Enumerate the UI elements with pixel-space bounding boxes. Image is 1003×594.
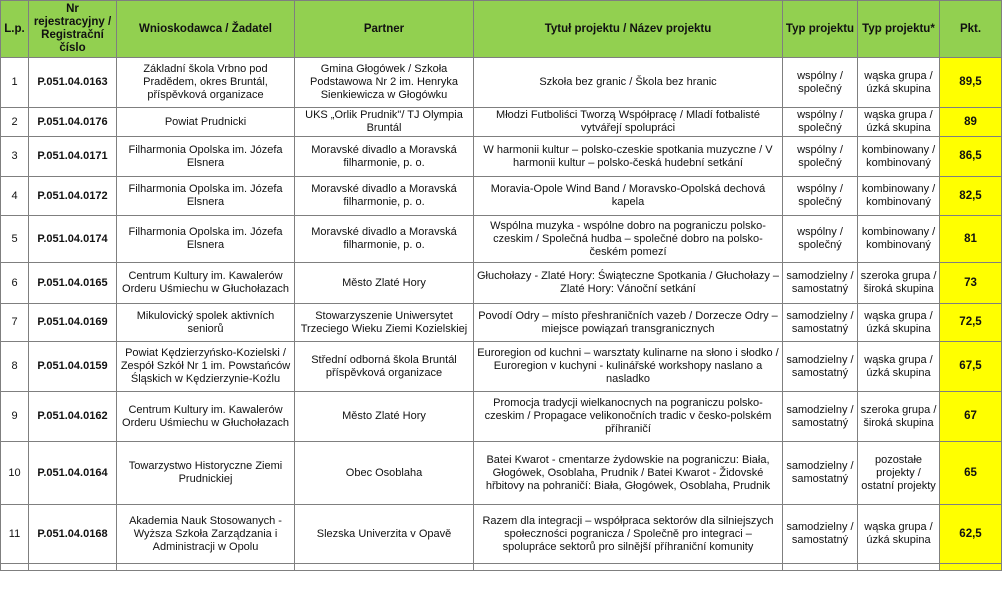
table-row xyxy=(1,263,1002,304)
cell-project-type-group: pozostałe projekty / ostatní projekty xyxy=(858,442,940,505)
cell-registration-number: P.051.04.0176 xyxy=(29,108,117,137)
cell-partner: Moravské divadlo a Moravská filharmonie, p. o. xyxy=(295,137,474,177)
cell-partner: Stowarzyszenie Uniwersytet Trzeciego Wieku Ziemi Kozielskiej xyxy=(295,304,474,342)
cell-project-title: Młodzi Futboliści Tworzą Współpracę / Mladí fotbalisté vytvářejí spolupráci xyxy=(474,108,783,137)
cell-project-type: samodzielny / samostatný xyxy=(783,304,858,342)
cell-lp: 8 xyxy=(1,342,29,392)
cell-project-type: samodzielny / samostatný xyxy=(783,263,858,304)
cell-empty xyxy=(858,564,940,571)
cell-partner: Město Zlaté Hory xyxy=(295,263,474,304)
cell-applicant: Powiat Kędzierzyńsko-Kozielski / Zespół Szkół Nr 1 im. Powstańców Śląskich w Kędzierzynie-Koźlu xyxy=(117,342,295,392)
cell-lp: 9 xyxy=(1,392,29,442)
cell-project-type: wspólny / společný xyxy=(783,216,858,263)
cell-lp: 4 xyxy=(1,177,29,216)
header-project-type-group: Typ projektu* xyxy=(858,1,940,58)
cell-project-title: Euroregion od kuchni – warsztaty kulinarne na słono i słodko / Euroregion v kuchyni - kulinářské workshopy naslano a nasladko xyxy=(474,342,783,392)
cell-lp: 11 xyxy=(1,505,29,564)
cell-partner: Město Zlaté Hory xyxy=(295,392,474,442)
cell-project-title: Wspólna muzyka - wspólne dobro na pograniczu polsko-czeskim / Společná hudba – společné dobro na polsko-českém pomezí xyxy=(474,216,783,263)
cell-project-type: samodzielny / samostatný xyxy=(783,442,858,505)
cell-project-type-group: wąska grupa / úzká skupina xyxy=(858,342,940,392)
cell-empty xyxy=(474,564,783,571)
cell-project-type-group: kombinowany / kombinovaný xyxy=(858,177,940,216)
cell-points: 89 xyxy=(940,108,1002,137)
cell-applicant: Centrum Kultury im. Kawalerów Orderu Uśmiechu w Głuchołazach xyxy=(117,263,295,304)
cell-empty xyxy=(1,564,29,571)
table-row xyxy=(1,216,1002,263)
table-row xyxy=(1,442,1002,505)
table-row-partial xyxy=(1,564,1002,571)
cell-points: 67 xyxy=(940,392,1002,442)
cell-project-title: Batei Kwarot - cmentarze żydowskie na pograniczu: Biała, Głogówek, Osoblaha, Prudnik / Batei Kwarot - Židovské hřbitovy na pohraničí: Biała, Głogówek, Osoblaha, Prudnik xyxy=(474,442,783,505)
header-applicant: Wnioskodawca / Žadatel xyxy=(117,1,295,58)
cell-registration-number: P.051.04.0164 xyxy=(29,442,117,505)
table-row xyxy=(1,392,1002,442)
cell-empty xyxy=(29,564,117,571)
cell-project-title: Głuchołazy - Zlaté Hory: Świąteczne Spotkania / Głuchołazy – Zlaté Hory: Vánoční setkání xyxy=(474,263,783,304)
cell-points: 81 xyxy=(940,216,1002,263)
cell-registration-number: P.051.04.0168 xyxy=(29,505,117,564)
cell-project-type: wspólny / společný xyxy=(783,177,858,216)
cell-registration-number: P.051.04.0165 xyxy=(29,263,117,304)
cell-partner: Gmina Głogówek / Szkoła Podstawowa Nr 2 im. Henryka Sienkiewicza w Głogówku xyxy=(295,58,474,108)
cell-points: 72,5 xyxy=(940,304,1002,342)
cell-project-type: samodzielny / samostatný xyxy=(783,505,858,564)
cell-project-title: Razem dla integracji – współpraca sektorów dla silniejszych społeczności pogranicza / Společně pro integraci – spolupráce sektorů pro silnější příhraniční komunity xyxy=(474,505,783,564)
cell-registration-number: P.051.04.0174 xyxy=(29,216,117,263)
cell-project-title: Szkoła bez granic / Škola bez hranic xyxy=(474,58,783,108)
cell-lp: 5 xyxy=(1,216,29,263)
cell-registration-number: P.051.04.0163 xyxy=(29,58,117,108)
cell-project-type-group: wąska grupa / úzká skupina xyxy=(858,58,940,108)
cell-applicant: Centrum Kultury im. Kawalerów Orderu Uśmiechu w Głuchołazach xyxy=(117,392,295,442)
table-row xyxy=(1,304,1002,342)
table-row xyxy=(1,137,1002,177)
cell-project-type-group: kombinowany / kombinovaný xyxy=(858,216,940,263)
cell-applicant: Filharmonia Opolska im. Józefa Elsnera xyxy=(117,177,295,216)
cell-project-type-group: wąska grupa / úzká skupina xyxy=(858,108,940,137)
cell-project-title: Promocja tradycji wielkanocnych na pograniczu polsko-czeskim / Propagace velikonočních tradic v česko-polském příhraničí xyxy=(474,392,783,442)
cell-project-type-group: kombinowany / kombinovaný xyxy=(858,137,940,177)
table-row xyxy=(1,342,1002,392)
header-registration-number: Nr rejestracyjny / Registrační číslo xyxy=(29,1,117,58)
cell-lp: 1 xyxy=(1,58,29,108)
table-row xyxy=(1,505,1002,564)
cell-empty xyxy=(117,564,295,571)
cell-registration-number: P.051.04.0172 xyxy=(29,177,117,216)
header-project-type: Typ projektu xyxy=(783,1,858,58)
cell-project-type: samodzielny / samostatný xyxy=(783,392,858,442)
cell-project-type-group: wąska grupa / úzká skupina xyxy=(858,304,940,342)
cell-applicant: Akademia Nauk Stosowanych - Wyższa Szkoła Zarządzania i Administracji w Opolu xyxy=(117,505,295,564)
cell-applicant: Towarzystwo Historyczne Ziemi Prudnickiej xyxy=(117,442,295,505)
cell-project-type: wspólny / společný xyxy=(783,137,858,177)
cell-applicant: Filharmonia Opolska im. Józefa Elsnera xyxy=(117,137,295,177)
cell-registration-number: P.051.04.0159 xyxy=(29,342,117,392)
cell-applicant: Mikulovický spolek aktivních seniorů xyxy=(117,304,295,342)
cell-partner: Slezska Univerzita v Opavě xyxy=(295,505,474,564)
cell-lp: 2 xyxy=(1,108,29,137)
cell-empty xyxy=(783,564,858,571)
cell-points: 86,5 xyxy=(940,137,1002,177)
header-points: Pkt. xyxy=(940,1,1002,58)
table-row xyxy=(1,108,1002,137)
cell-project-title: Povodí Odry – místo přeshraničních vazeb / Dorzecze Odry – miejsce powiązań transgranicznych xyxy=(474,304,783,342)
header-project-title: Tytuł projektu / Název projektu xyxy=(474,1,783,58)
header-partner: Partner xyxy=(295,1,474,58)
cell-partner: Obec Osoblaha xyxy=(295,442,474,505)
cell-points: 82,5 xyxy=(940,177,1002,216)
cell-partner: Moravské divadlo a Moravská filharmonie, p. o. xyxy=(295,177,474,216)
cell-points: 67,5 xyxy=(940,342,1002,392)
cell-partner: Moravské divadlo a Moravská filharmonie, p. o. xyxy=(295,216,474,263)
cell-points: 65 xyxy=(940,442,1002,505)
cell-lp: 10 xyxy=(1,442,29,505)
cell-project-type-group: wąska grupa / úzká skupina xyxy=(858,505,940,564)
cell-lp: 6 xyxy=(1,263,29,304)
header-lp: L.p. xyxy=(1,1,29,58)
cell-lp: 7 xyxy=(1,304,29,342)
cell-partner: Střední odborná škola Bruntál příspěvková organizace xyxy=(295,342,474,392)
cell-project-type: wspólny / společný xyxy=(783,58,858,108)
cell-empty xyxy=(295,564,474,571)
table-row xyxy=(1,177,1002,216)
cell-points-empty xyxy=(940,564,1002,571)
cell-points: 89,5 xyxy=(940,58,1002,108)
cell-partner: UKS „Orlik Prudnik"/ TJ Olympia Bruntál xyxy=(295,108,474,137)
cell-project-title: W harmonii kultur – polsko-czeskie spotkania muzyczne / V harmonii kultur – polsko-česká hudební setkání xyxy=(474,137,783,177)
header-row xyxy=(1,1,1002,58)
cell-points: 62,5 xyxy=(940,505,1002,564)
cell-registration-number: P.051.04.0162 xyxy=(29,392,117,442)
cell-project-type: samodzielny / samostatný xyxy=(783,342,858,392)
table-row xyxy=(1,58,1002,108)
cell-applicant: Filharmonia Opolska im. Józefa Elsnera xyxy=(117,216,295,263)
cell-points: 73 xyxy=(940,263,1002,304)
cell-project-type-group: szeroka grupa / široká skupina xyxy=(858,392,940,442)
cell-lp: 3 xyxy=(1,137,29,177)
cell-project-type: wspólny / společný xyxy=(783,108,858,137)
cell-registration-number: P.051.04.0169 xyxy=(29,304,117,342)
cell-project-title: Moravia-Opole Wind Band / Moravsko-Opolská dechová kapela xyxy=(474,177,783,216)
cell-registration-number: P.051.04.0171 xyxy=(29,137,117,177)
cell-project-type-group: szeroka grupa / široká skupina xyxy=(858,263,940,304)
cell-applicant: Powiat Prudnicki xyxy=(117,108,295,137)
cell-applicant: Základní škola Vrbno pod Pradědem, okres Bruntál, příspěvková organizace xyxy=(117,58,295,108)
